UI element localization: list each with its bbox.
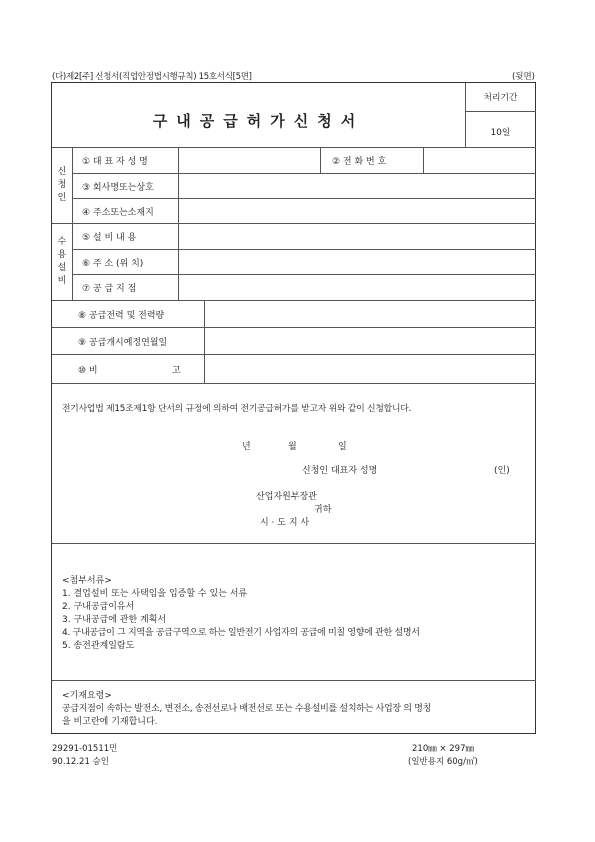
facility-location-label: ⑥ 주 소 (위 치) (82, 259, 144, 269)
form-title: 구내공급허가신청서 (152, 112, 365, 130)
signer-label: 신청인 대표자 성명 (302, 466, 378, 476)
remarks-number: ⑩ 비 (78, 366, 98, 376)
attachment-item: 5. 송전관계일람도 (62, 641, 135, 651)
form-number: 29291-01511민 (52, 744, 118, 754)
date-year: 년 (242, 442, 251, 452)
attachment-item: 3. 구내공급에 관한 계획서 (62, 615, 167, 625)
company-label: ③ 회사명또는상호 (82, 183, 154, 193)
phone-label: ② 전 화 번 호 (332, 157, 387, 167)
supply-point-label: ⑦ 공 급 지 점 (82, 284, 137, 294)
address-label: ④ 주소또는소재지 (82, 208, 154, 218)
attachment-item: 1. 결업설비 또는 사택임을 입증할 수 있는 서류 (62, 589, 248, 599)
paper-spec: (일반용지 60g/㎡) (408, 757, 478, 767)
applicant-group-label: 신 청 인 (57, 167, 67, 203)
instructions-heading: <기재요령> (62, 691, 112, 701)
attachments-heading: <첨부서류> (62, 576, 112, 586)
processing-period-value: 10일 (490, 128, 511, 138)
supply-power-label: ⑧ 공급전력 및 전력량 (78, 311, 165, 321)
page-side-label: (뒷면) (511, 72, 535, 82)
attachment-item: 2. 구내공급이유서 (62, 602, 135, 612)
facility-content-label: ⑤ 설 비 내 용 (82, 233, 137, 243)
facility-group-label: 수 용 설 비 (57, 237, 67, 286)
form-header-code: (다)제2[주] 신청서(직업안정법시행규칙) 15호서식[5면] (52, 72, 252, 82)
date-month: 월 (288, 442, 297, 452)
date-day: 일 (338, 442, 347, 452)
start-date-label: ⑨ 공급개시예정연월일 (78, 338, 168, 348)
approval-date: 90.12.21 승인 (52, 757, 109, 767)
declaration-text: 전기사업법 제15조제1항 단서의 규정에 의하여 전기공급허가를 받고자 위와 같이 신청합니다. (62, 404, 412, 414)
recipient-governor: 시 · 도 지 사 (260, 518, 310, 528)
instructions-text: 공급지점이 속하는 발전소, 변전소, 송전선로나 배전선로 또는 수용설비를 설치하는 사업장 의 명칭 (62, 704, 432, 714)
attachment-item: 4. 구내공급이 그 지역을 공급구역으로 하는 일반전기 사업자의 공급에 미칠 영향에 관한 설명서 (62, 628, 420, 638)
recipient-honorific: 귀하 (314, 505, 332, 515)
processing-period-label: 처리기간 (483, 93, 518, 103)
application-form (51, 82, 536, 734)
rep-name-label: ① 대 표 자 성 명 (82, 157, 148, 167)
paper-size: 210㎜ × 297㎜ (412, 744, 474, 754)
remarks-label: 고 (172, 366, 181, 376)
seal-mark: (인) (494, 466, 510, 476)
instructions-text: 을 비고란에 기재합니다. (62, 717, 158, 727)
recipient-ministry: 산업자원부장관 (256, 492, 317, 502)
